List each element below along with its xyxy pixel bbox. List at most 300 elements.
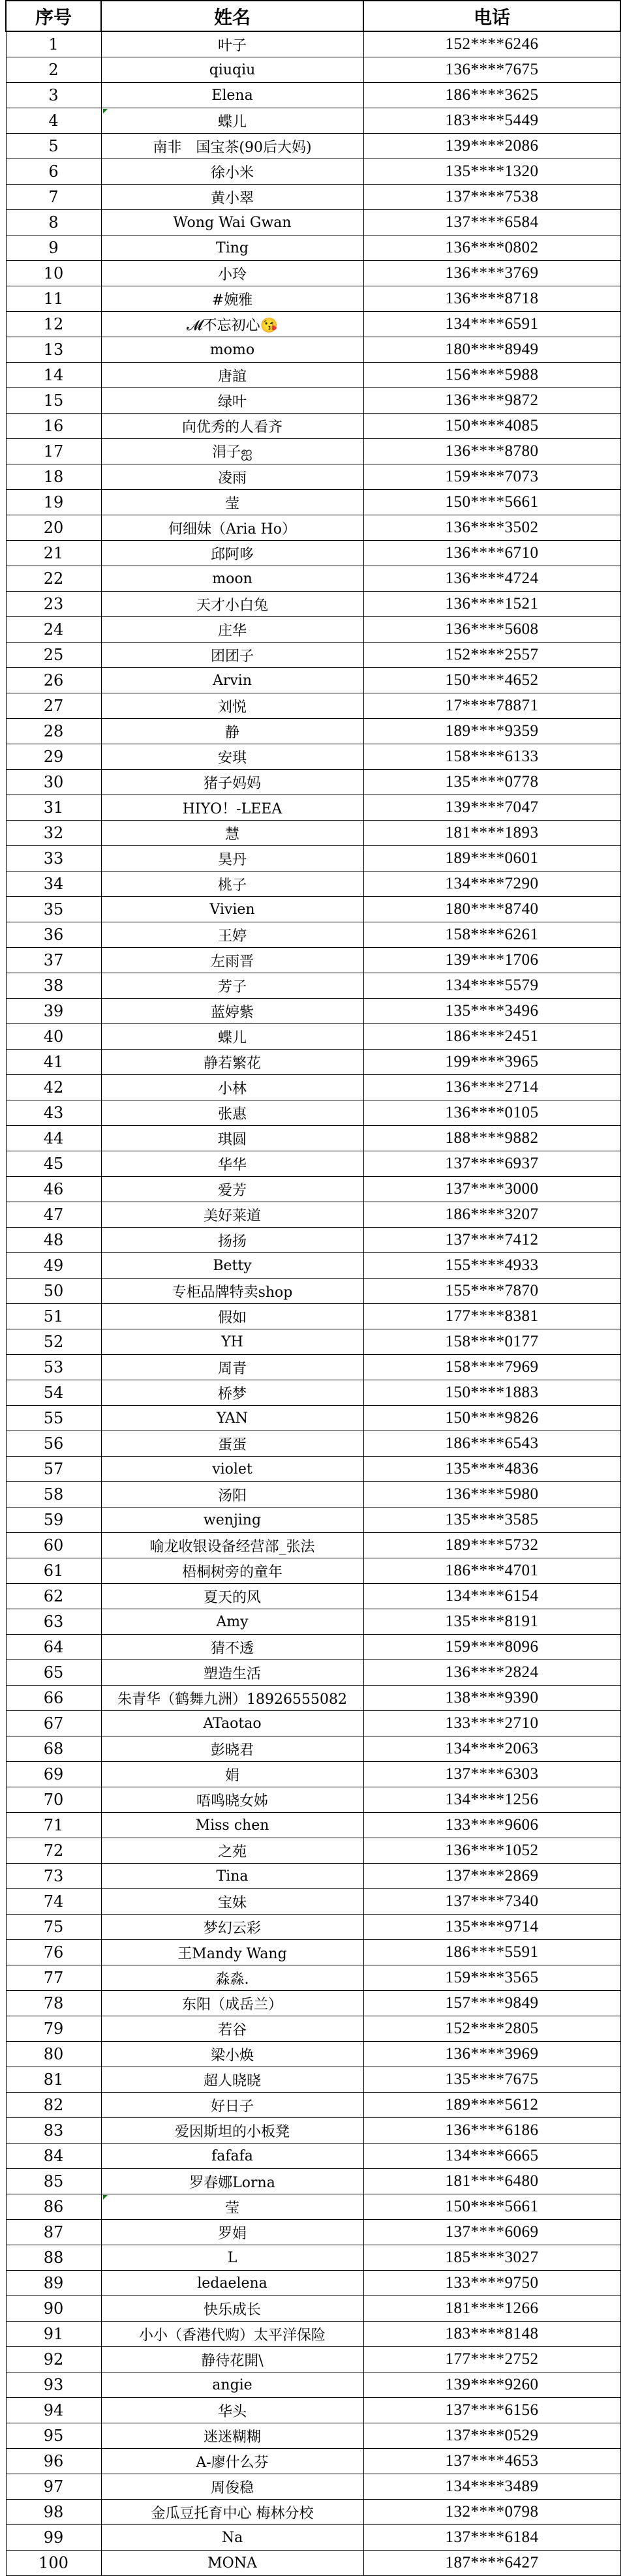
row-name: Betty bbox=[101, 1253, 363, 1279]
row-number: 100 bbox=[6, 2551, 101, 2576]
row-phone: 136****9872 bbox=[363, 388, 620, 414]
table-row bbox=[6, 414, 620, 439]
table-row bbox=[6, 1533, 620, 1558]
row-number: 29 bbox=[6, 744, 101, 770]
row-number: 41 bbox=[6, 1050, 101, 1075]
table-row bbox=[6, 566, 620, 592]
table-row bbox=[6, 1609, 620, 1635]
table-row bbox=[6, 2271, 620, 2296]
row-phone: 136****1521 bbox=[363, 592, 620, 617]
row-name: 黄小翠 bbox=[101, 185, 363, 210]
row-phone: 134****6665 bbox=[363, 2144, 620, 2169]
row-number: 42 bbox=[6, 1075, 101, 1100]
row-name: 唔鸣晓女姊 bbox=[101, 1787, 363, 1813]
row-number: 79 bbox=[6, 2016, 101, 2042]
table-row bbox=[6, 286, 620, 312]
table-row bbox=[6, 1228, 620, 1253]
row-name: 蓝婷紫 bbox=[101, 999, 363, 1024]
table-row bbox=[6, 541, 620, 566]
table-row bbox=[6, 210, 620, 235]
row-number: 35 bbox=[6, 897, 101, 922]
row-name: 叶子 bbox=[101, 31, 363, 57]
row-phone: 136****5608 bbox=[363, 617, 620, 643]
row-name: 猜不透 bbox=[101, 1635, 363, 1660]
row-name: 快乐成长 bbox=[101, 2296, 363, 2322]
row-name: violet bbox=[101, 1457, 363, 1482]
row-number: 43 bbox=[6, 1100, 101, 1126]
row-number: 86 bbox=[6, 2194, 101, 2220]
row-name: fafafa bbox=[101, 2144, 363, 2169]
row-number: 23 bbox=[6, 592, 101, 617]
row-number: 97 bbox=[6, 2474, 101, 2500]
row-phone: 186****5591 bbox=[363, 1940, 620, 1965]
row-phone: 150****4652 bbox=[363, 668, 620, 693]
row-name: 小小（香港代购）太平洋保险 bbox=[101, 2322, 363, 2347]
table-row bbox=[6, 2016, 620, 2042]
row-phone: 134****3489 bbox=[363, 2474, 620, 2500]
row-number: 31 bbox=[6, 795, 101, 821]
row-number: 14 bbox=[6, 363, 101, 388]
row-name: 蝶儿 bbox=[101, 1024, 363, 1050]
table-row bbox=[6, 1253, 620, 1279]
row-phone: 181****6480 bbox=[363, 2169, 620, 2194]
row-name: 罗娟 bbox=[101, 2220, 363, 2245]
row-number: 56 bbox=[6, 1431, 101, 1457]
row-number: 12 bbox=[6, 312, 101, 337]
table-row bbox=[6, 744, 620, 770]
table-row bbox=[6, 2194, 620, 2220]
row-phone: 134****5579 bbox=[363, 973, 620, 999]
table-row bbox=[6, 2322, 620, 2347]
row-name: 梧桐树旁的童年 bbox=[101, 1558, 363, 1584]
row-phone: 135****3496 bbox=[363, 999, 620, 1024]
row-number: 91 bbox=[6, 2322, 101, 2347]
row-name: 朱青华（鹤舞九洲）18926555082 bbox=[101, 1686, 363, 1711]
table-row bbox=[6, 2245, 620, 2271]
table-row bbox=[6, 719, 620, 744]
table-row bbox=[6, 1024, 620, 1050]
row-number: 81 bbox=[6, 2067, 101, 2093]
row-number: 70 bbox=[6, 1787, 101, 1813]
table-row bbox=[6, 999, 620, 1024]
row-phone: 137****0529 bbox=[363, 2423, 620, 2449]
row-number: 49 bbox=[6, 1253, 101, 1279]
row-name: 南非 国宝茶(90后大妈) bbox=[101, 134, 363, 159]
row-number: 99 bbox=[6, 2525, 101, 2551]
row-phone: 159****3565 bbox=[363, 1965, 620, 1991]
table-row bbox=[6, 1736, 620, 1762]
table-row bbox=[6, 1991, 620, 2016]
row-name: 娟 bbox=[101, 1762, 363, 1787]
row-name: 华头 bbox=[101, 2398, 363, 2423]
row-name: momo bbox=[101, 337, 363, 363]
row-number: 26 bbox=[6, 668, 101, 693]
table-row bbox=[6, 2474, 620, 2500]
row-name: Amy bbox=[101, 1609, 363, 1635]
table-row bbox=[6, 57, 620, 83]
header-row bbox=[6, 1, 620, 31]
row-number: 39 bbox=[6, 999, 101, 1024]
table-row bbox=[6, 1482, 620, 1508]
table-row bbox=[6, 1329, 620, 1355]
row-phone: 139****2086 bbox=[363, 134, 620, 159]
row-phone: 137****6184 bbox=[363, 2525, 620, 2551]
table-row bbox=[6, 770, 620, 795]
row-name: 桥梦 bbox=[101, 1380, 363, 1406]
table-row bbox=[6, 1406, 620, 1431]
row-number: 92 bbox=[6, 2347, 101, 2372]
row-phone: 186****4701 bbox=[363, 1558, 620, 1584]
row-phone: 134****2063 bbox=[363, 1736, 620, 1762]
row-phone: 136****0105 bbox=[363, 1100, 620, 1126]
row-name: 蛋蛋 bbox=[101, 1431, 363, 1457]
row-phone: 158****0177 bbox=[363, 1329, 620, 1355]
table-row bbox=[6, 846, 620, 871]
row-name: 彭晓君 bbox=[101, 1736, 363, 1762]
row-phone: 139****7047 bbox=[363, 795, 620, 821]
table-row bbox=[6, 2449, 620, 2474]
row-name: 小林 bbox=[101, 1075, 363, 1100]
row-number: 89 bbox=[6, 2271, 101, 2296]
table-row bbox=[6, 1813, 620, 1838]
row-name: 桃子 bbox=[101, 871, 363, 897]
row-number: 6 bbox=[6, 159, 101, 185]
row-number: 33 bbox=[6, 846, 101, 871]
table-row bbox=[6, 312, 620, 337]
row-number: 11 bbox=[6, 286, 101, 312]
row-name: 好日子 bbox=[101, 2093, 363, 2118]
row-name: 王婷 bbox=[101, 922, 363, 948]
row-name: Ting bbox=[101, 235, 363, 261]
row-name: 安琪 bbox=[101, 744, 363, 770]
row-number: 71 bbox=[6, 1813, 101, 1838]
row-number: 2 bbox=[6, 57, 101, 83]
table-row bbox=[6, 1508, 620, 1533]
row-number: 55 bbox=[6, 1406, 101, 1431]
row-number: 38 bbox=[6, 973, 101, 999]
row-phone: 136****8718 bbox=[363, 286, 620, 312]
row-number: 13 bbox=[6, 337, 101, 363]
table-header bbox=[6, 1, 620, 31]
row-number: 4 bbox=[6, 108, 101, 134]
cell-comment-marker bbox=[103, 109, 108, 114]
row-phone: 136****0802 bbox=[363, 235, 620, 261]
row-phone: 139****9260 bbox=[363, 2372, 620, 2398]
table-row bbox=[6, 821, 620, 846]
table-row bbox=[6, 2144, 620, 2169]
row-phone: 180****8740 bbox=[363, 897, 620, 922]
row-phone: 187****6427 bbox=[363, 2551, 620, 2576]
row-number: 68 bbox=[6, 1736, 101, 1762]
table-row bbox=[6, 973, 620, 999]
header-name: 姓名 bbox=[101, 1, 363, 31]
table-row bbox=[6, 439, 620, 464]
row-number: 51 bbox=[6, 1304, 101, 1329]
table-row bbox=[6, 1100, 620, 1126]
row-name: 汤阳 bbox=[101, 1482, 363, 1508]
table-row bbox=[6, 1380, 620, 1406]
row-name: 迷迷糊糊 bbox=[101, 2423, 363, 2449]
table-row bbox=[6, 1965, 620, 1991]
row-number: 15 bbox=[6, 388, 101, 414]
row-number: 85 bbox=[6, 2169, 101, 2194]
row-number: 77 bbox=[6, 1965, 101, 1991]
row-number: 61 bbox=[6, 1558, 101, 1584]
row-name: Na bbox=[101, 2525, 363, 2551]
row-name: 梦幻云彩 bbox=[101, 1915, 363, 1940]
row-name: 之苑 bbox=[101, 1838, 363, 1864]
row-phone: 189****9359 bbox=[363, 719, 620, 744]
row-number: 73 bbox=[6, 1864, 101, 1889]
table-row bbox=[6, 2169, 620, 2194]
row-number: 93 bbox=[6, 2372, 101, 2398]
row-phone: 137****6584 bbox=[363, 210, 620, 235]
row-number: 52 bbox=[6, 1329, 101, 1355]
row-name: 美好莱道 bbox=[101, 1202, 363, 1228]
table-row bbox=[6, 1279, 620, 1304]
row-phone: 186****3625 bbox=[363, 83, 620, 108]
row-name: angie bbox=[101, 2372, 363, 2398]
row-name: 张惠 bbox=[101, 1100, 363, 1126]
row-phone: 183****5449 bbox=[363, 108, 620, 134]
row-number: 16 bbox=[6, 414, 101, 439]
row-phone: 152****2557 bbox=[363, 643, 620, 668]
table-row bbox=[6, 31, 620, 57]
row-phone: 136****7675 bbox=[363, 57, 620, 83]
row-number: 1 bbox=[6, 31, 101, 57]
row-name: 芳子 bbox=[101, 973, 363, 999]
row-name: 蝶儿 bbox=[101, 108, 363, 134]
header-phone: 电话 bbox=[363, 1, 620, 31]
row-phone: 137****7412 bbox=[363, 1228, 620, 1253]
row-name: ATaotao bbox=[101, 1711, 363, 1736]
table-row bbox=[6, 108, 620, 134]
row-number: 65 bbox=[6, 1660, 101, 1686]
row-phone: 136****3969 bbox=[363, 2042, 620, 2067]
row-name: 向优秀的人看齐 bbox=[101, 414, 363, 439]
row-number: 40 bbox=[6, 1024, 101, 1050]
row-phone: 152****6246 bbox=[363, 31, 620, 57]
row-name: 唐誼 bbox=[101, 363, 363, 388]
row-number: 10 bbox=[6, 261, 101, 286]
row-number: 59 bbox=[6, 1508, 101, 1533]
row-phone: 136****2714 bbox=[363, 1075, 620, 1100]
row-phone: 150****5661 bbox=[363, 2194, 620, 2220]
table-row bbox=[6, 464, 620, 490]
row-phone: 136****2824 bbox=[363, 1660, 620, 1686]
table-row bbox=[6, 617, 620, 643]
row-number: 45 bbox=[6, 1151, 101, 1177]
row-phone: 134****7290 bbox=[363, 871, 620, 897]
row-name: 夏天的风 bbox=[101, 1584, 363, 1609]
row-number: 54 bbox=[6, 1380, 101, 1406]
row-name: 凌雨 bbox=[101, 464, 363, 490]
row-name: 金瓜豆托育中心 梅林分校 bbox=[101, 2500, 363, 2525]
row-number: 98 bbox=[6, 2500, 101, 2525]
table-row bbox=[6, 2093, 620, 2118]
row-number: 8 bbox=[6, 210, 101, 235]
row-phone: 136****1052 bbox=[363, 1838, 620, 1864]
table-row bbox=[6, 185, 620, 210]
row-name: 假如 bbox=[101, 1304, 363, 1329]
row-name: 庄华 bbox=[101, 617, 363, 643]
row-phone: 135****9714 bbox=[363, 1915, 620, 1940]
row-phone: 188****9882 bbox=[363, 1126, 620, 1151]
row-name: L bbox=[101, 2245, 363, 2271]
row-number: 72 bbox=[6, 1838, 101, 1864]
cell-comment-marker bbox=[103, 2195, 108, 2200]
row-number: 25 bbox=[6, 643, 101, 668]
table-row bbox=[6, 1202, 620, 1228]
row-phone: 136****8780 bbox=[363, 439, 620, 464]
row-phone: 133****9606 bbox=[363, 1813, 620, 1838]
row-name: Arvin bbox=[101, 668, 363, 693]
row-phone: 134****6154 bbox=[363, 1584, 620, 1609]
table-row bbox=[6, 388, 620, 414]
table-row bbox=[6, 515, 620, 541]
row-name: YAN bbox=[101, 1406, 363, 1431]
row-name: 若谷 bbox=[101, 2016, 363, 2042]
table-row bbox=[6, 1457, 620, 1482]
row-phone: 137****6069 bbox=[363, 2220, 620, 2245]
row-number: 3 bbox=[6, 83, 101, 108]
row-number: 67 bbox=[6, 1711, 101, 1736]
row-number: 69 bbox=[6, 1762, 101, 1787]
row-phone: 137****7340 bbox=[363, 1889, 620, 1915]
row-phone: 137****4653 bbox=[363, 2449, 620, 2474]
row-number: 83 bbox=[6, 2118, 101, 2144]
row-name: 刘悦 bbox=[101, 693, 363, 719]
row-phone: 137****6937 bbox=[363, 1151, 620, 1177]
row-name: 专柜品牌特卖shop bbox=[101, 1279, 363, 1304]
row-phone: 137****6156 bbox=[363, 2398, 620, 2423]
table-row bbox=[6, 1864, 620, 1889]
row-name: 小玲 bbox=[101, 261, 363, 286]
row-name: #婉雅 bbox=[101, 286, 363, 312]
row-name: A-廖什么芬 bbox=[101, 2449, 363, 2474]
row-phone: 158****6133 bbox=[363, 744, 620, 770]
table-row bbox=[6, 1304, 620, 1329]
row-name: 梁小焕 bbox=[101, 2042, 363, 2067]
table-row bbox=[6, 1151, 620, 1177]
row-number: 17 bbox=[6, 439, 101, 464]
table-row bbox=[6, 2067, 620, 2093]
table-row bbox=[6, 337, 620, 363]
row-name: 静待花開\ bbox=[101, 2347, 363, 2372]
table-row bbox=[6, 2551, 620, 2576]
table-row bbox=[6, 1660, 620, 1686]
row-name: Vivien bbox=[101, 897, 363, 922]
row-name: 徐小米 bbox=[101, 159, 363, 185]
row-number: 20 bbox=[6, 515, 101, 541]
row-phone: 136****3502 bbox=[363, 515, 620, 541]
row-phone: 137****7538 bbox=[363, 185, 620, 210]
row-name: 周青 bbox=[101, 1355, 363, 1380]
row-name: 扬扬 bbox=[101, 1228, 363, 1253]
row-phone: 152****2805 bbox=[363, 2016, 620, 2042]
row-phone: 135****8191 bbox=[363, 1609, 620, 1635]
table-row bbox=[6, 2042, 620, 2067]
row-phone: 136****5980 bbox=[363, 1482, 620, 1508]
table-row bbox=[6, 2398, 620, 2423]
row-phone: 189****5732 bbox=[363, 1533, 620, 1558]
row-phone: 136****6186 bbox=[363, 2118, 620, 2144]
row-name: 邱阿哆 bbox=[101, 541, 363, 566]
row-name: 左雨晋 bbox=[101, 948, 363, 973]
row-number: 24 bbox=[6, 617, 101, 643]
row-number: 5 bbox=[6, 134, 101, 159]
row-phone: 158****6261 bbox=[363, 922, 620, 948]
row-number: 21 bbox=[6, 541, 101, 566]
table-row bbox=[6, 1584, 620, 1609]
row-name: 东阳（成岳兰） bbox=[101, 1991, 363, 2016]
row-number: 80 bbox=[6, 2042, 101, 2067]
contact-sheet bbox=[5, 0, 620, 2576]
row-name: 爱因斯坦的小板凳 bbox=[101, 2118, 363, 2144]
row-phone: 133****9750 bbox=[363, 2271, 620, 2296]
table-row bbox=[6, 1787, 620, 1813]
table-row bbox=[6, 1762, 620, 1787]
row-phone: 150****1883 bbox=[363, 1380, 620, 1406]
row-number: 60 bbox=[6, 1533, 101, 1558]
row-number: 46 bbox=[6, 1177, 101, 1202]
row-name: Elena bbox=[101, 83, 363, 108]
row-phone: 158****7969 bbox=[363, 1355, 620, 1380]
table-row bbox=[6, 1177, 620, 1202]
row-number: 63 bbox=[6, 1609, 101, 1635]
table-row bbox=[6, 1355, 620, 1380]
row-name: 王Mandy Wang bbox=[101, 1940, 363, 1965]
row-phone: 186****2451 bbox=[363, 1024, 620, 1050]
row-phone: 185****3027 bbox=[363, 2245, 620, 2271]
row-number: 62 bbox=[6, 1584, 101, 1609]
row-phone: 136****6710 bbox=[363, 541, 620, 566]
row-phone: 189****5612 bbox=[363, 2093, 620, 2118]
table-row bbox=[6, 922, 620, 948]
row-name: wenjing bbox=[101, 1508, 363, 1533]
row-number: 84 bbox=[6, 2144, 101, 2169]
table-row bbox=[6, 159, 620, 185]
row-phone: 155****4933 bbox=[363, 1253, 620, 1279]
table-row bbox=[6, 1635, 620, 1660]
row-name: MONA bbox=[101, 2551, 363, 2576]
table-row bbox=[6, 83, 620, 108]
row-phone: 139****1706 bbox=[363, 948, 620, 973]
row-phone: 150****5661 bbox=[363, 490, 620, 515]
table-row bbox=[6, 1940, 620, 1965]
row-phone: 137****2869 bbox=[363, 1864, 620, 1889]
row-phone: 135****3585 bbox=[363, 1508, 620, 1533]
row-phone: 134****6591 bbox=[363, 312, 620, 337]
table-row bbox=[6, 592, 620, 617]
row-phone: 137****6303 bbox=[363, 1762, 620, 1787]
row-name: Miss chen bbox=[101, 1813, 363, 1838]
row-phone: 177****2752 bbox=[363, 2347, 620, 2372]
row-name: 莹 bbox=[101, 2194, 363, 2220]
row-number: 50 bbox=[6, 1279, 101, 1304]
row-name: 塑造生活 bbox=[101, 1660, 363, 1686]
row-number: 96 bbox=[6, 2449, 101, 2474]
row-phone: 133****2710 bbox=[363, 1711, 620, 1736]
row-name: 涓子ஐ bbox=[101, 439, 363, 464]
row-phone: 132****0798 bbox=[363, 2500, 620, 2525]
row-phone: 134****1256 bbox=[363, 1787, 620, 1813]
table-row bbox=[6, 643, 620, 668]
table-row bbox=[6, 2118, 620, 2144]
row-phone: 157****9849 bbox=[363, 1991, 620, 2016]
row-phone: 181****1893 bbox=[363, 821, 620, 846]
row-number: 76 bbox=[6, 1940, 101, 1965]
